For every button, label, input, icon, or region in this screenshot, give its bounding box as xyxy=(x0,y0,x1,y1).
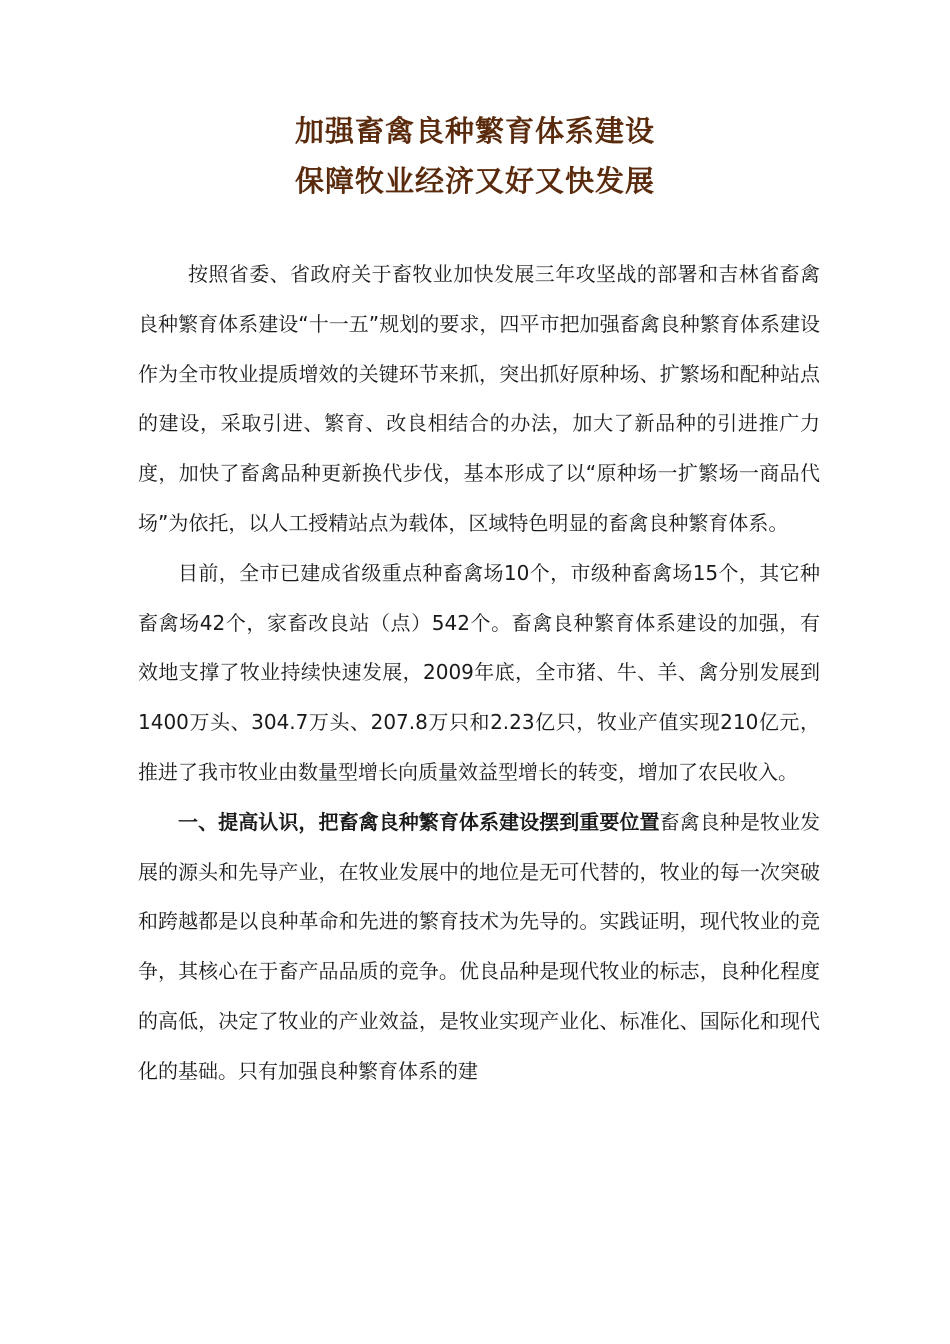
paragraph-intro: 按照省委、省政府关于畜牧业加快发展三年攻坚战的部署和吉林省畜禽良种繁育体系建设“十一五”规划的要求，四平市把加强畜禽良种繁育体系建设作为全市牧业提质增效的关键环节来抓，突出抓好原种场、扩繁场和配种站点的建设，采取引进、繁育、改良相结合的办法，加大了新品种的引进推广力度，加快了畜禽品种更新换代步伐，基本形成了以“原种场一扩繁场一商品代场”为依托，以人工授精站点为载体，区域特色明显的畜禽良种繁育体系。 xyxy=(138,262,820,535)
section-1-text: 畜禽良种是牧业发展的源头和先导产业，在牧业发展中的地位是无可代替的，牧业的每一次突破和跨越都是以良种革命和先进的繁育技术为先导的。实践证明，现代牧业的竞争，其核心在于畜产品品质的竞争。优良品种是现代牧业的标志，良种化程度的高低，决定了牧业的产业效益，是牧业实现产业化、标准化、国际化和现代化的基础。只有加强良种繁育体系的建 xyxy=(138,809,821,1083)
title-line-2: 保障牧业经济又好又快发展 xyxy=(294,164,655,198)
document-body xyxy=(138,250,820,1097)
paragraph-section-1 xyxy=(138,798,820,1097)
title-line-1: 加强畜禽良种繁育体系建设 xyxy=(294,114,655,148)
section-1-heading: 一、提高认识，把畜禽良种繁育体系建设摆到重要位置 xyxy=(178,809,660,834)
document-title xyxy=(0,106,950,206)
paragraph-current-status: 目前，全市已建成省级重点种畜禽场10个，市级种畜禽场15个，其它种畜禽场42个，家畜改良站（点）542个。畜禽良种繁育体系建设的加强，有效地支撑了牧业持续快速发展，2009年底，全市猪、牛、羊、禽分别发展到1400万头、304.7万头、207.8万只和2.23亿只，牧业产值实现210亿元，推进了我市牧业由数量型增长向质量效益型增长的转变，增加了农民收入。 xyxy=(138,560,820,784)
